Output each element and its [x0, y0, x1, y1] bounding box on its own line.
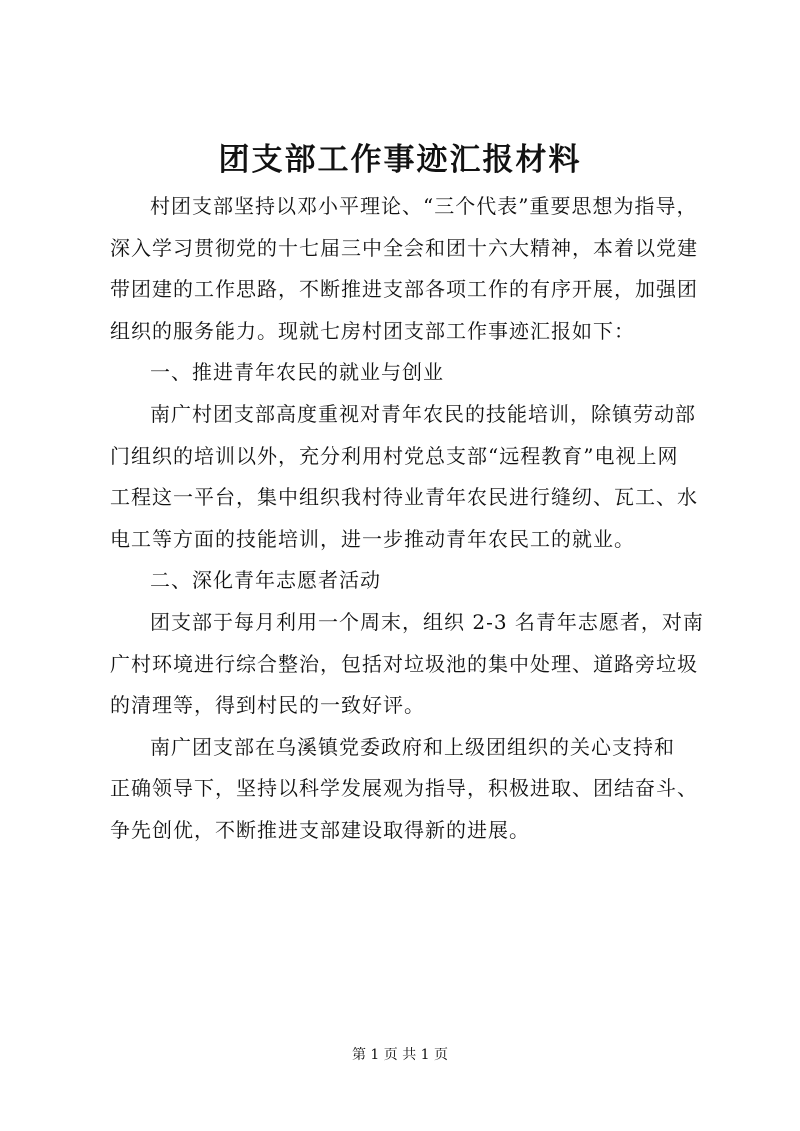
- paragraph-line: 带团建的工作思路，不断推进支部各项工作的有序开展，加强团: [110, 277, 698, 302]
- paragraph-line: 广村环境进行综合整治，包括对垃圾池的集中处理、道路旁垃圾: [110, 651, 698, 676]
- paragraph-line: 团支部于每月利用一个周末，组织 2-3 名青年志愿者，对南: [150, 609, 704, 634]
- paragraph-line: 工程这一平台，集中组织我村待业青年农民进行缝纫、瓦工、水: [110, 485, 698, 510]
- section-heading: 一、推进青年农民的就业与创业: [150, 360, 444, 385]
- document-body: [110, 186, 704, 852]
- paragraph-line: 南广村团支部高度重视对青年农民的技能培训，除镇劳动部: [150, 401, 696, 426]
- section-heading: 二、深化青年志愿者活动: [150, 568, 381, 593]
- paragraph-line: 争先创优，不断推进支部建设取得新的进展。: [110, 817, 530, 842]
- paragraph-line: 组织的服务能力。现就七房村团支部工作事迹汇报如下：: [110, 318, 635, 343]
- paragraph-line: 门组织的培训以外，充分利用村党总支部“远程教育”电视上网: [110, 443, 679, 468]
- paragraph-line: 深入学习贯彻党的十七届三中全会和团十六大精神，本着以党建: [110, 235, 698, 260]
- page-footer: 第 1 页 共 1 页: [351, 1047, 449, 1063]
- paragraph-line: 电工等方面的技能培训，进一步推动青年农民工的就业。: [110, 526, 635, 551]
- paragraph-line: 村团支部坚持以邓小平理论、“三个代表”重要思想为指导，: [150, 194, 698, 218]
- paragraph-line: 的清理等，得到村民的一致好评。: [110, 693, 425, 718]
- paragraph-line: 南广团支部在乌溪镇党委政府和上级团组织的关心支持和: [150, 734, 675, 759]
- document-title: 团支部工作事迹汇报材料: [218, 142, 582, 178]
- paragraph-line: 正确领导下，坚持以科学发展观为指导，积极进取、团结奋斗、: [110, 776, 698, 801]
